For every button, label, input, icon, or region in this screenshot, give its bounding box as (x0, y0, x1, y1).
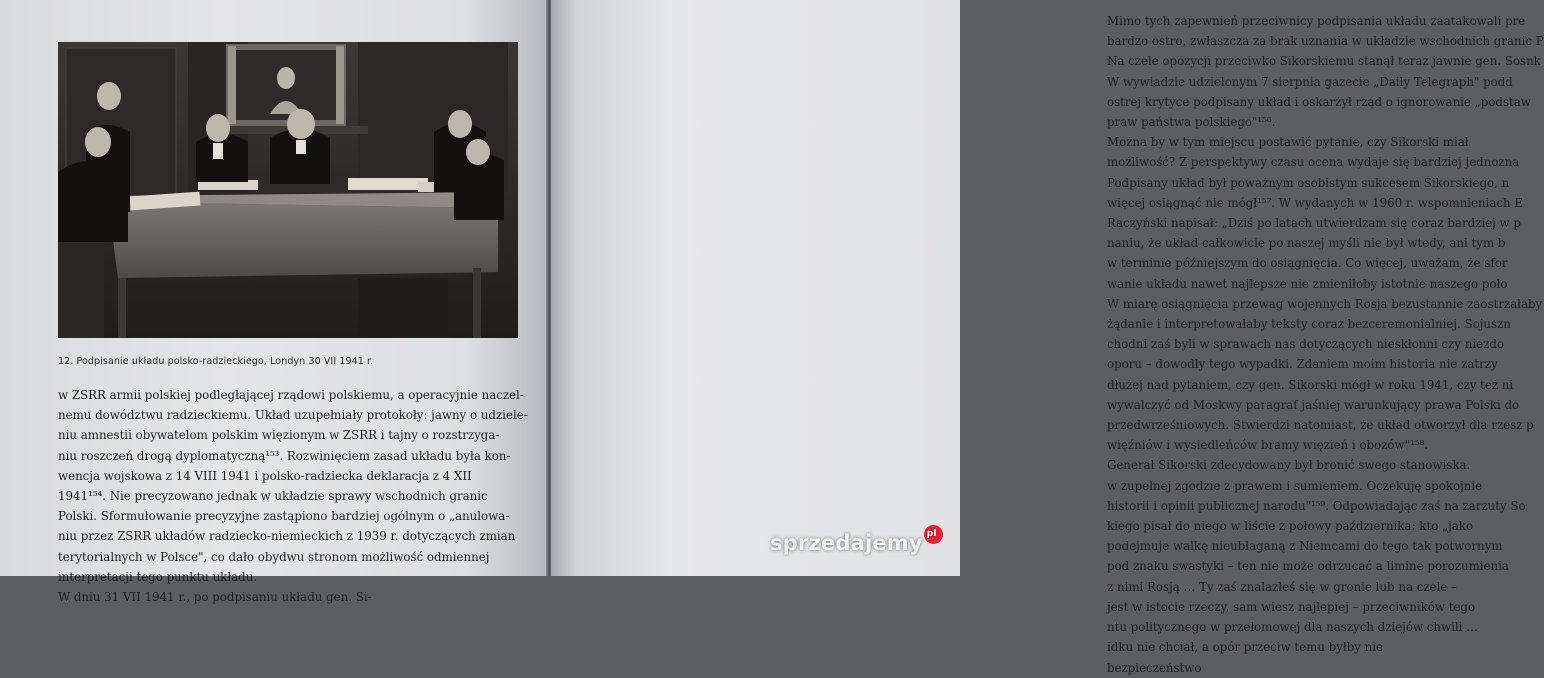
photo-caption: 12. Podpisanie układu polsko-radzieckiego, Londyn 30 VII 1941 r. (58, 356, 374, 367)
text-line: interpretacji tego punktu układu. (58, 569, 258, 584)
text-line: wencja wojskowa z 14 VIII 1941 i polsko-radziecka deklaracja z 4 XII (58, 468, 472, 483)
text-line: dłużej nad pytaniem, czy gen. Sikorski mógł w roku 1941, czy też ni (1107, 377, 1514, 392)
text-line: W wywiadzie udzielonym 7 sierpnia gazecie „Daily Telegraph" podd (1107, 74, 1513, 89)
text-line: W miarę osiągnięcia przewag wojennych Rosja bezustannie zaostrzałaby (1107, 296, 1543, 311)
text-line: Polski. Sformułowanie precyzyjne zastąpiono bardziej ogólnym o „anulowa- (58, 509, 510, 524)
right-body-text (1107, 11, 1544, 678)
text-line: W dniu 31 VII 1941 r., po podpisaniu układu gen. Si- (58, 590, 372, 605)
text-line: Mimo tych zapewnień przeciwnicy podpisania układu zaatakowali pre (1107, 14, 1526, 28)
text-line: niu roszczeń drogą dyplomatyczną¹⁵³. Rozwinięciem zasad układu była kon- (58, 448, 511, 463)
text-line: podejmuje walkę nieubłaganą z Niemcami do tego tak potwornym (1107, 539, 1503, 554)
text-line: w zupełnej zgodzie z prawem i sumieniem. Oczekuję spokojnie (1107, 478, 1483, 493)
text-line: w ZSRR armii polskiej podległającej rządowi polskiemu, a operacyjnie naczel- (58, 388, 524, 402)
text-line: z nimi Rosją … Ty zaś znalazłeś się w gronie lub na czele – (1107, 579, 1457, 594)
text-line: Podpisany układ był poważnym osobistym sukcesem Sikorskiego, n (1107, 175, 1510, 190)
photograph (58, 42, 518, 338)
text-line: Generał Sikorski zdecydowany był bronić swego stanowiska. (1107, 458, 1471, 473)
text-line: możliwość? Z perspektywy czasu ocena wydaje się bardziej jednozna (1107, 155, 1520, 170)
watermark (770, 525, 943, 555)
text-line: żądanie i interpretowałaby teksty coraz bezceremonialniej. Sojuszn (1107, 317, 1511, 332)
text-line: wanie układu nawet najlepsze nie zmieniłoby istotnie naszego poło (1107, 276, 1508, 291)
text-line: w terminie późniejszym do osiągnięcia. Co więcej, uważam, że sfor (1107, 256, 1508, 271)
text-line: więcej osiągnąć nie mógł¹⁵⁷. W wydanych w 1960 r. wspomnieniach E (1107, 195, 1524, 210)
text-line: nemu dowództwu radzieckiemu. Układ uzupełniały protokoły: jawny o udziele- (58, 408, 528, 423)
text-line: oporu – dowodły tego wypadki. Zdaniem moim historia nie zatrzy (1107, 357, 1498, 372)
text-line: 1941¹⁵⁴. Nie precyzowano jednak w układzie sprawy wschodnich granic (58, 489, 488, 504)
text-line: przedwrześniowych. Stwierdzi natomiast, że układ otworzył dla rzesz p (1107, 418, 1534, 433)
photo-scene (58, 42, 518, 338)
watermark-badge (924, 525, 943, 544)
text-line: Raczyński napisał: „Dziś po latach utwierdzam się coraz bardziej w p (1107, 216, 1521, 231)
text-line: niu przez ZSRR układów radziecko-niemieckich z 1939 r. dotyczących zmian (58, 529, 516, 544)
text-line: historii i opinii publicznej narodu"¹⁵⁹. Odpowiadając zaś na zarzuty So (1107, 498, 1526, 513)
text-line: pod znaku swastyki – ten nie może odrzucać a limine porozumienia (1107, 559, 1509, 574)
text-line: niu amnestii obywatelom polskim więzionym w ZSRR i tajny o rozstrzyga- (58, 428, 500, 443)
text-line: Na czele opozycji przeciwko Sikorskiemu stanął teraz jawnie gen. Sosnk (1107, 54, 1541, 69)
text-line: bardzo ostro, zwłaszcza za brak uznania w układzie wschodnich granic P (1107, 34, 1544, 49)
watermark-text: sprzedajemy (770, 531, 923, 555)
text-line: ostrej krytyce podpisany układ i oskarżył rząd o ignorowanie „podstaw (1107, 94, 1531, 109)
text-line: jest w istocie rzeczy, sam wiesz najlepiej – przeciwników tego (1107, 599, 1476, 614)
text-line: naniu, że układ całkowicie po naszej myśli nie był wtedy, ani tym b (1107, 236, 1506, 251)
text-line: Można by w tym miejscu postawić pytanie, czy Sikorski miał (1107, 135, 1469, 150)
text-line: więźniów i wysiedleńców bramy więzień i obozów"¹⁵⁸. (1107, 438, 1428, 453)
text-line: praw państwa polskiego"¹⁵⁶. (1107, 115, 1276, 130)
text-line: bezpieczeństwo (1107, 660, 1202, 675)
text-line: idku nie chciał, a opór przeciw temu byłby nie (1107, 640, 1384, 655)
right-page (551, 0, 1544, 675)
text-line: chodni zaś byli w sprawach nas dotyczących nieskłonni czy niezdo (1107, 337, 1504, 352)
text-line: wywalczyć od Moskwy paragraf jaśniej warunkujący prawa Polski do (1107, 397, 1520, 412)
left-body-text (58, 385, 528, 607)
text-line: ntu politycznego w przełomowej dla naszych dziejów chwili … (1107, 620, 1478, 635)
text-line: terytorialnych w Polsce", co dało obydwu stronom możliwość odmiennej (58, 549, 490, 564)
text-line: kiego pisał do niego w liście z połowy października: kto „jako (1107, 519, 1474, 534)
left-page (0, 0, 548, 605)
